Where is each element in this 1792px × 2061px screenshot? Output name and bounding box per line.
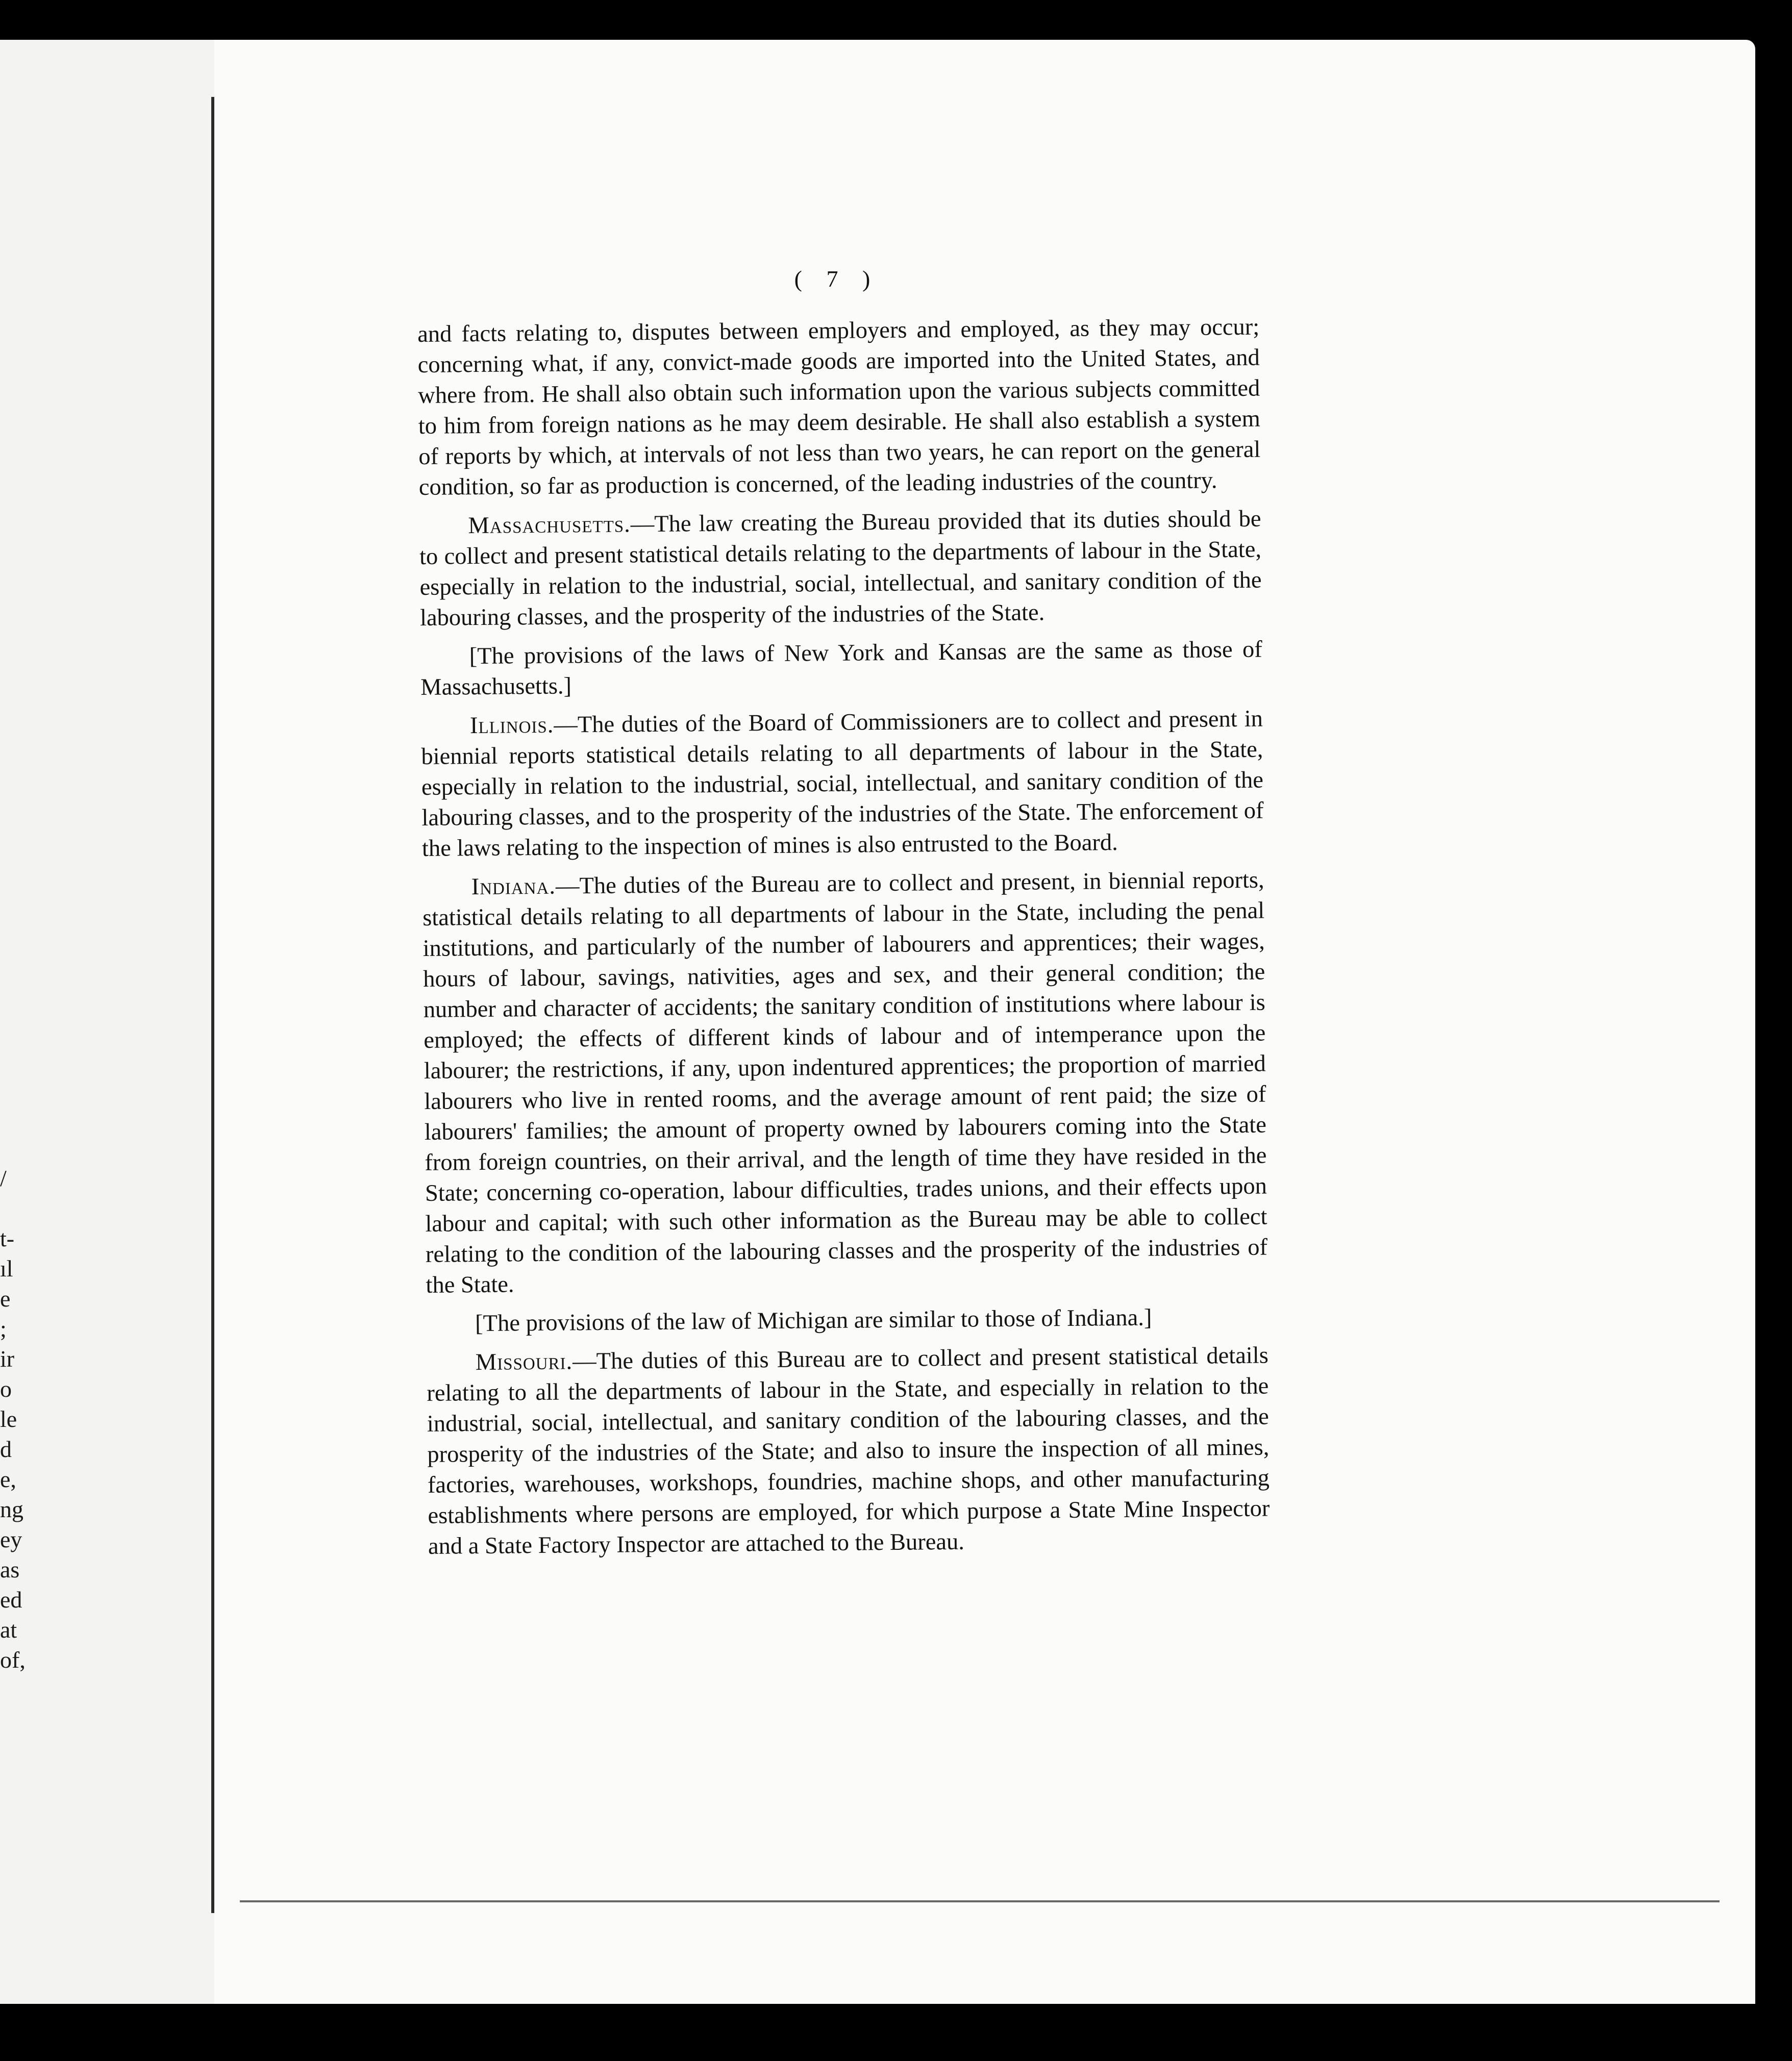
fragment: ıl (0, 1255, 13, 1281)
state-heading: Massachusetts. (468, 511, 631, 539)
page-bottom-edge (240, 1900, 1720, 1902)
paragraph-illinois (421, 704, 1264, 864)
fragment: ey (0, 1526, 22, 1552)
state-heading: Missouri. (475, 1348, 573, 1376)
paragraph-text: and facts relating to, disputes between employers and employed, as they may occur; concerning what, if any, convict-made goods are imported into the United States, and where from. He shall also obtain such information upon the various subjects committed to him from foreign nations as he may deem desirable. He shall also establish a system of reports by which, at intervals of not less than two years, he can report on the general condition, so far as production is concerned, of the leading industries of the country. (417, 314, 1261, 500)
paragraph-text: [The provisions of the law of Michigan are similar to those of Indiana.] (475, 1304, 1152, 1337)
fragment: ng (0, 1496, 23, 1522)
paragraph-massachusetts (419, 504, 1262, 634)
paragraph-text: —The duties of the Board of Commissioners are to collect and present in biennial reports statistical details relating to all departments of labour in the State, especially in relation to the industrial, social, intellectual, and sanitary condition of the labouring classes, and to the prosperity of the industries of the State. The enforcement of the laws relating to the inspection of mines is also entrusted to the Board. (421, 706, 1264, 862)
paragraph-note-new-york-kansas (420, 635, 1263, 703)
fragment: ed (0, 1587, 22, 1613)
fragment (0, 1193, 31, 1223)
paragraph-text: —The law creating the Bureau provided that its duties should be to collect and present statistical details relating to the departments of labour in the State, especially in relation to the industrial, social, intellectual, and sanitary condition of the labouring classes, and the prosperity of the industries of the State. (419, 506, 1262, 631)
state-heading: Indiana. (471, 873, 556, 900)
facing-page-text-fragments (0, 1163, 31, 1675)
fragment: of, (0, 1647, 26, 1673)
fragment: t- (0, 1225, 15, 1251)
fragment: o (0, 1376, 12, 1402)
fragment: le (0, 1406, 17, 1432)
facing-page-edge (0, 40, 214, 2004)
fragment: ir (0, 1346, 15, 1372)
fragment: ; (0, 1316, 7, 1342)
paragraph-missouri (427, 1341, 1271, 1562)
fragment: / (0, 1165, 7, 1191)
body-text (417, 312, 1270, 1570)
paragraph-text: —The duties of the Bureau are to collect and present, in biennial reports, statistical details relating to all departments of labour in the State, including the penal institutions, and particularly of the number of labourers and apprentices; their wages, hours of labour, savings, nativities, ages and sex, and their general condition; the number and character of accidents; the sanitary condition of institutions where labour is employed; the effects of different kinds of labour and of intemperance upon the labourer; the restrictions, if any, upon indentured apprentices; the proportion of married labourers who live in rented rooms, and the average amount of rent paid; the size of labourers' families; the amount of property owned by labourers coming into the State from foreign countries, on their arrival, and the length of time they have resided in the State; concerning co-operation, labour difficulties, trades unions, and their effects upon labour and capital; with such other information as the Bureau may be able to collect relating to the condition of the labouring classes and the prosperity of the industries of the State. (422, 867, 1268, 1298)
paragraph-text: [The provisions of the laws of New York and Kansas are the same as those of Massachusetts.] (420, 636, 1262, 700)
paragraph-note-michigan (426, 1302, 1268, 1340)
fragment: d (0, 1436, 12, 1462)
state-heading: Illinois. (469, 712, 554, 739)
paragraph-text: —The duties of this Bureau are to collect and present statistical details relating to all the departments of labour in the State, and especially in relation to the industrial, social, intellectual, and sanitary condition of the labouring classes, and the prosperity of the industries of the State; and also to insure the inspection of all mines, factories, warehouses, workshops, foundries, machine shops, and other manufacturing establishments where persons are employed, for which purpose a State Mine Inspector and a State Factory Inspector are attached to the Bureau. (427, 1342, 1270, 1560)
book-gutter (211, 97, 214, 1913)
fragment: at (0, 1617, 17, 1643)
fragment: e, (0, 1466, 16, 1492)
page-number: ( 7 ) (794, 266, 880, 292)
fragment: as (0, 1556, 20, 1582)
paragraph-continuation (417, 312, 1261, 503)
fragment: e (0, 1286, 11, 1312)
paragraph-indiana (422, 865, 1267, 1301)
